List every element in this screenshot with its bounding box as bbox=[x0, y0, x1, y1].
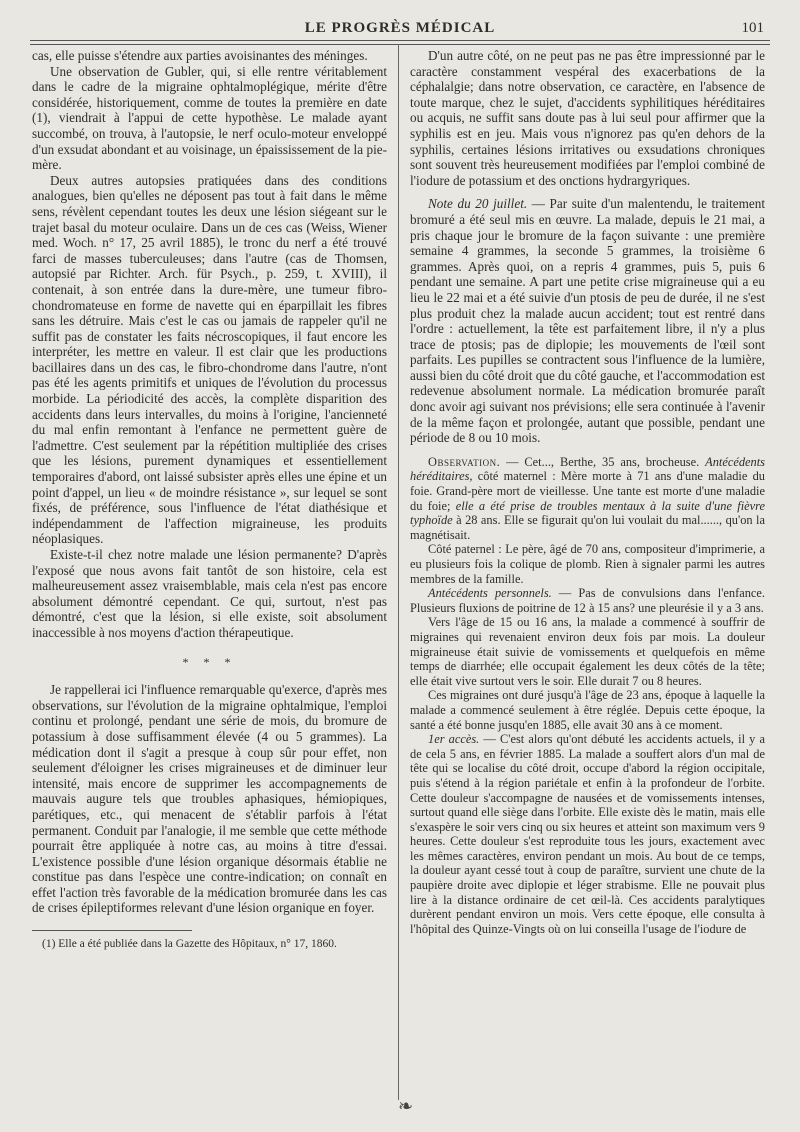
paragraph: D'un autre côté, on ne peut pas ne pas être impressionné par le caractère constamment vespéral des exacerbations de la céphalalgie; dans notre observation, ce caractère, en l'absence de toute marque, chez le sujet, d'accidents syphilitiques héréditaires ou acquis, ne suffit sans doute pas à lui seul pour affirmer que la syphilis est en jeu. Mais vous n'ignorez pas qu'en dehors de la syphilis, certaines lésions irritatives ou exsudations chroniques sont souvent très heureusement modifiées par l'emploi combiné de l'iodure de potassium et des onctions hydrargyriques. bbox=[410, 48, 765, 188]
ornament-mark: ❧ bbox=[398, 1096, 414, 1116]
paragraph: Ces migraines ont duré jusqu'à l'âge de 23 ans, époque à laquelle la malade a commencé seulement à être réglée. Depuis cette époque, la santé a été bonne jusqu'en 1885, elle avait 30 ans à ce moment. bbox=[410, 688, 765, 732]
running-head bbox=[32, 20, 768, 42]
footnote: (1) Elle a été publiée dans la Gazette des Hôpitaux, n° 17, 1860. bbox=[42, 938, 337, 951]
column-divider bbox=[398, 44, 399, 1100]
paragraph: Deux autres autopsies pratiquées dans des conditions analogues, bien qu'elles ne déposent pas tout à fait dans le même sens, révèlent cependant toutes les deux une lésion siégeant sur le trajet basal du moteur oculaire. Dans un de ces cas (Weiss, Wiener med. Woch. n° 17, 25 avril 1885), le tronc du nerf a été trouvé farci de masses tuberculeuses; dans l'autre (cas de Thomsen, autopsié par Richter. Arch. für Psych., p. 259, t. XVIII), il contenait, à son entrée dans la dure-mère, une tumeur fibro-chondromateuse en forme de navette qui en éparpillait les fibres sans les détruire. Mais c'est le cas ou jamais de rappeler qu'il ne suffit pas de constater les faits nécroscopiques, il faut encore les interpréter, les mettre en valeur. Il est clair que les productions bacillaires dans un des cas, le fibro-chondrome dans l'autre, n'ont pas été les agents primitifs et uniques de l'évolution du processus morbide. La périodicité des accès, la complète disparition des accidents dans leurs intervalles, du moins à l'origine, l'ancienneté du mal enfin remontant à l'enfance ne permettent guère de l'admettre. C'est seulement par la répétition multipliée des crises que les lésions, purement dynamiques et essentiellement temporaires d'abord, ont laissé subsister après elles une épine et un point d'appel, un lieu « de moindre résistance », sur lequel se sont fixés, de préférence, sous l'influence de l'état diathésique et indépendamment de l'affection migraineuse, les produits néoplasiques. bbox=[32, 172, 387, 547]
journal-title: LE PROGRÈS MÉDICAL bbox=[304, 20, 496, 36]
note-label: Note du 20 juillet. bbox=[428, 196, 528, 212]
paragraph: cas, elle puisse s'étendre aux parties avoisinantes des méninges. bbox=[32, 48, 368, 63]
observation-paragraph bbox=[410, 455, 765, 543]
left-column bbox=[32, 48, 387, 951]
paragraph: Existe-t-il chez notre malade une lésion permanente? D'après l'exposé que nous avons fait tantôt de son histoire, cela est malheureusement assez vraisemblable, mais cela n'est pas encore absolument démontré cependant. Ce qui, surtout, n'est pas démontré, c'est que la lésion, si elle existe, soit absolument inaccessible à nos moyens d'action thérapeutique. bbox=[32, 547, 387, 640]
personal-antecedents-label: Antécédents personnels. bbox=[428, 586, 552, 601]
paragraph bbox=[410, 586, 765, 615]
paragraph: Côté paternel : Le père, âgé de 70 ans, compositeur d'imprimerie, a eu plusieurs fois la colique de plomb. Rien à signaler parmi les autres membres de la famille. bbox=[410, 542, 765, 586]
paragraph: Une observation de Gubler, qui, si elle rentre véritablement dans le cadre de la migraine ophtalmoplégique, mérite d'être considérée, historiquement, comme de toutes la première en date (1), viendrait à l'appui de cette hypothèse. Le malade ayant succombé, on trouva, à l'autopsie, le nerf oculo-moteur enveloppé d'un exsudat abondant et au voisinage, un épaississement de la pie-mère. bbox=[32, 63, 387, 173]
paragraph-text: — C'est alors qu'ont débuté les accidents actuels, il y a de cela 5 ans, en février 1885. La malade a souffert alors d'un mal de tête qui se localise du côté droit, occupe d'abord la région occipitale, puis s'étend à la région pariétale et enfin à la profondeur de l'orbite. Cette douleur s'accompagne de nausées et de vomissements intenses, surtout quand elle siège dans l'orbite. Elle existe dès le matin, mais elle s'exaspère le soir vers cinq ou six heures et atteint son maximum vers 9 heures. Cette douleur s'est reproduite tous les jours, exactement avec les mêmes caractères, environ pendant un mois. Au bout de ce temps, la douleur ayant cessé tout à coup de paraître, survient une chute de la paupière droite avec diplopie et léger strabisme. Elle ne pouvait plus lire à la distance ordinaire de cet œil-là. Ces accidents paralytiques durèrent pendant environ un mois. Vers cette époque, elle consulta à l'hôpital des Quinze-Vingts où on lui conseilla l'usage de l'iodure de bbox=[410, 732, 766, 936]
footnote-rule bbox=[32, 930, 192, 931]
note-text: — Par suite d'un malentendu, le traitement bromuré a été seul mis en œuvre. La malade, depuis le 21 mai, a pris chaque jour le bromure de la façon suivante : une première semaine 4 grammes, la seconde 5 grammes, la troisième 6 grammes. Après quoi, on a repris 4 grammes, puis 5, puis 6 pendant une semaine. A part une petite crise migraineuse qui a eu lieu le 22 mai et a été suivie d'un ptosis de peu de durée, il ne s'est plus produit chez la malade aucun accident; tout est rentré dans l'ordre : actuellement, la tête est parfaitement libre, il n'y a plus trace de ptosis; pas de diplopie; les mouvements de l'œil sont parfaits. Les pupilles se contractent sous l'influence de la lumière, aussi bien du côté droit que du côté gauche, et l'accommodation est redevenue absolument normale. La médication bromurée paraît donc avoir agi suivant nos prévisions; elle sera continuée à l'avenir de la même façon et prolongée, autant que possible, pendant une période de 8 ou 10 mois. bbox=[410, 196, 765, 446]
paragraph bbox=[410, 732, 765, 936]
section-separator: * * * bbox=[182, 654, 237, 669]
first-access-label: 1er accès. bbox=[428, 732, 480, 747]
header-rule bbox=[30, 40, 770, 45]
right-column bbox=[410, 48, 765, 936]
observation-label: Observation. bbox=[428, 454, 501, 469]
paragraph: Je rappellerai ici l'influence remarquable qu'exerce, d'après mes observations, sur l'évolution de la migraine ophtalmique, l'emploi continu et prolongé, pendant une série de mois, du bromure de potassium à dose suffisamment élevée (4 ou 5 grammes). La médication dont il s'agit a presque à coup sûr pour effet, non seulement d'éloigner les crises migraineuses et de diminuer leur intensité, mais encore de supprimer les accompagnements de mauvais augure tels que troubles aphasiques, hémiopiques, parétiques, etc., qui menacent de s'établir parfois à l'état permanent. Conduit par l'analogie, il me semble que cette méthode pourrait être appliquée à notre cas, au moins à titre d'essai. L'existence possible d'une lésion organique désormais établie ne constitue pas dans l'espèce une contre-indication; on connaît en effet l'action très favorable de la médication bromurée dans les cas de crises épileptiformes relevant d'une lésion organique en foyer. bbox=[32, 682, 387, 916]
page-number: 101 bbox=[741, 20, 764, 36]
note-paragraph bbox=[410, 196, 765, 446]
observation-italic: elle a été prise de troubles mentaux à la suite d'une fièvre typhoïde bbox=[410, 498, 766, 528]
observation-intro: — Cet..., Berthe, 35 ans, brocheuse. bbox=[500, 454, 706, 469]
antecedents-label: Antécédents héréditaires, bbox=[410, 454, 765, 484]
observation-text: à 28 ans. Elle se figurait qu'on lui voulait du mal......, qu'on la magnétisait. bbox=[410, 513, 765, 542]
observation-text: côté maternel : Mère morte à 71 ans d'une maladie du foie. Grand-père mort de vieillesse. Une tante est morte d'une maladie du foie; bbox=[410, 469, 765, 513]
paragraph: Vers l'âge de 15 ou 16 ans, la malade a commencé à souffrir de migraines qui revenaient environ deux fois par mois. La douleur migraineuse était suivie de vomissements et quelquefois en même temps de diarrhée; elle occupait également les deux côtés de la tête; elle était vive surtout vers le soir. Elle durait 7 ou 8 heures. bbox=[410, 615, 765, 688]
paragraph-text: — Pas de convulsions dans l'enfance. Plusieurs fluxions de poitrine de 12 à 15 ans? une pleurésie il y a 3 ans. bbox=[410, 586, 765, 615]
